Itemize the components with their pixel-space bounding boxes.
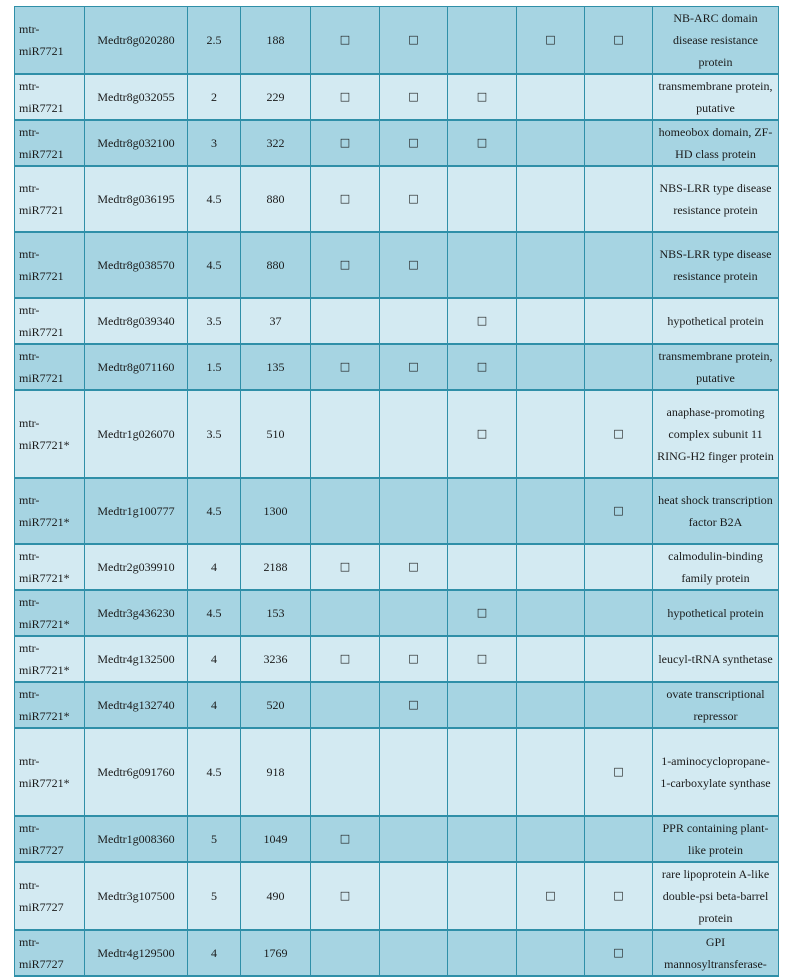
cell-mirna: mtr-miR7721 <box>15 7 85 75</box>
cell-score: 4.5 <box>188 728 241 816</box>
table-row <box>15 728 779 816</box>
cell-gene-id: Medtr8g039340 <box>85 298 188 344</box>
cell-description: hypothetical protein <box>653 298 779 344</box>
cell-position: 490 <box>241 862 311 930</box>
cell-mark-3: □ <box>448 120 517 166</box>
cell-description: GPI mannosyltransferase- <box>653 930 779 976</box>
cell-mirna: mtr-miR7727 <box>15 930 85 976</box>
cell-gene-id: Medtr8g020280 <box>85 7 188 75</box>
cell-description: heat shock transcription factor B2A <box>653 478 779 544</box>
cell-gene-id: Medtr4g129500 <box>85 930 188 976</box>
cell-mark-1: □ <box>311 344 380 390</box>
cell-mark-1 <box>311 390 380 478</box>
cell-gene-id: Medtr8g071160 <box>85 344 188 390</box>
table-row <box>15 478 779 544</box>
cell-mirna: mtr-miR7721 <box>15 232 85 298</box>
cell-position: 37 <box>241 298 311 344</box>
cell-gene-id: Medtr4g132740 <box>85 682 188 728</box>
cell-mark-1 <box>311 682 380 728</box>
cell-score: 1.5 <box>188 344 241 390</box>
cell-mark-5 <box>585 298 653 344</box>
cell-score: 4 <box>188 682 241 728</box>
cell-mark-2: □ <box>380 7 448 75</box>
cell-description: NBS-LRR type disease resistance protein <box>653 232 779 298</box>
cell-mark-3 <box>448 478 517 544</box>
cell-score: 3.5 <box>188 390 241 478</box>
cell-mirna: mtr-miR7727 <box>15 816 85 862</box>
cell-description: ovate transcriptional repressor <box>653 682 779 728</box>
cell-mirna: mtr-miR7721 <box>15 74 85 120</box>
cell-mark-4 <box>517 74 585 120</box>
cell-mirna: mtr-miR7721 <box>15 298 85 344</box>
cell-mark-3 <box>448 7 517 75</box>
cell-mark-3: □ <box>448 390 517 478</box>
cell-mark-5 <box>585 816 653 862</box>
cell-position: 3236 <box>241 636 311 682</box>
cell-score: 3.5 <box>188 298 241 344</box>
cell-mark-5 <box>585 344 653 390</box>
cell-mark-5 <box>585 74 653 120</box>
table-row <box>15 7 779 75</box>
cell-score: 4 <box>188 930 241 976</box>
cell-gene-id: Medtr4g132500 <box>85 636 188 682</box>
table-row <box>15 862 779 930</box>
table-row <box>15 298 779 344</box>
cell-mark-2 <box>380 390 448 478</box>
cell-mark-2 <box>380 728 448 816</box>
cell-mark-5 <box>585 636 653 682</box>
cell-mark-5: □ <box>585 728 653 816</box>
cell-mark-1 <box>311 930 380 976</box>
cell-mark-2 <box>380 862 448 930</box>
cell-position: 135 <box>241 344 311 390</box>
cell-mark-3: □ <box>448 298 517 344</box>
cell-gene-id: Medtr2g039910 <box>85 544 188 590</box>
cell-mark-3 <box>448 232 517 298</box>
cell-mark-4 <box>517 930 585 976</box>
cell-description: calmodulin-binding family protein <box>653 544 779 590</box>
cell-mark-5 <box>585 232 653 298</box>
cell-description: leucyl-tRNA synthetase <box>653 636 779 682</box>
cell-mark-1: □ <box>311 74 380 120</box>
cell-gene-id: Medtr3g436230 <box>85 590 188 636</box>
cell-score: 2.5 <box>188 7 241 75</box>
cell-gene-id: Medtr8g038570 <box>85 232 188 298</box>
table-row <box>15 636 779 682</box>
cell-gene-id: Medtr8g036195 <box>85 166 188 232</box>
cell-mark-2: □ <box>380 344 448 390</box>
cell-mark-4: □ <box>517 7 585 75</box>
cell-mark-5 <box>585 544 653 590</box>
cell-mirna: mtr-miR7721* <box>15 636 85 682</box>
cell-position: 322 <box>241 120 311 166</box>
cell-mark-3 <box>448 544 517 590</box>
cell-score: 4.5 <box>188 590 241 636</box>
cell-mirna: mtr-miR7721* <box>15 682 85 728</box>
table-row <box>15 390 779 478</box>
cell-position: 188 <box>241 7 311 75</box>
cell-mark-1 <box>311 728 380 816</box>
cell-mark-1: □ <box>311 862 380 930</box>
cell-mark-1 <box>311 298 380 344</box>
table-row <box>15 120 779 166</box>
cell-mark-4 <box>517 478 585 544</box>
cell-mark-1: □ <box>311 636 380 682</box>
cell-description: NBS-LRR type disease resistance protein <box>653 166 779 232</box>
cell-mark-1: □ <box>311 7 380 75</box>
cell-mark-3: □ <box>448 344 517 390</box>
cell-mark-3 <box>448 728 517 816</box>
cell-mirna: mtr-miR7721* <box>15 478 85 544</box>
cell-mark-5 <box>585 120 653 166</box>
table-row <box>15 930 779 976</box>
cell-mark-3 <box>448 166 517 232</box>
cell-mark-4 <box>517 544 585 590</box>
cell-mirna: mtr-miR7727 <box>15 862 85 930</box>
cell-gene-id: Medtr8g032055 <box>85 74 188 120</box>
cell-mark-4 <box>517 682 585 728</box>
table-row <box>15 816 779 862</box>
cell-mark-2 <box>380 816 448 862</box>
cell-score: 5 <box>188 862 241 930</box>
cell-mark-5: □ <box>585 478 653 544</box>
table-row <box>15 232 779 298</box>
cell-mark-1 <box>311 478 380 544</box>
cell-score: 5 <box>188 816 241 862</box>
cell-mark-1: □ <box>311 232 380 298</box>
table-row <box>15 682 779 728</box>
cell-position: 520 <box>241 682 311 728</box>
cell-mark-2: □ <box>380 120 448 166</box>
cell-mark-5: □ <box>585 862 653 930</box>
cell-position: 229 <box>241 74 311 120</box>
cell-mark-3: □ <box>448 590 517 636</box>
cell-score: 4 <box>188 636 241 682</box>
cell-position: 1769 <box>241 930 311 976</box>
cell-mark-4 <box>517 728 585 816</box>
cell-description: NB-ARC domain disease resistance protein <box>653 7 779 75</box>
cell-mark-3: □ <box>448 74 517 120</box>
table-row <box>15 544 779 590</box>
cell-mark-4 <box>517 590 585 636</box>
cell-position: 880 <box>241 232 311 298</box>
cell-mark-4 <box>517 166 585 232</box>
table-row <box>15 74 779 120</box>
cell-mark-5: □ <box>585 390 653 478</box>
cell-mark-4 <box>517 636 585 682</box>
cell-mark-1: □ <box>311 120 380 166</box>
cell-gene-id: Medtr6g091760 <box>85 728 188 816</box>
cell-mark-4 <box>517 390 585 478</box>
cell-mark-2: □ <box>380 74 448 120</box>
cell-score: 4.5 <box>188 166 241 232</box>
cell-mark-4 <box>517 344 585 390</box>
cell-mark-2: □ <box>380 544 448 590</box>
cell-mark-1: □ <box>311 544 380 590</box>
cell-mark-3: □ <box>448 636 517 682</box>
cell-mark-4: □ <box>517 862 585 930</box>
cell-score: 4.5 <box>188 478 241 544</box>
cell-mark-2 <box>380 298 448 344</box>
cell-mirna: mtr-miR7721* <box>15 728 85 816</box>
cell-gene-id: Medtr1g008360 <box>85 816 188 862</box>
table-body <box>15 7 779 977</box>
cell-mark-1 <box>311 590 380 636</box>
cell-gene-id: Medtr1g100777 <box>85 478 188 544</box>
cell-description: anaphase-promoting complex subunit 11 RING-H2 finger protein <box>653 390 779 478</box>
cell-mark-4 <box>517 120 585 166</box>
cell-mirna: mtr-miR7721* <box>15 590 85 636</box>
cell-mark-2: □ <box>380 166 448 232</box>
cell-mark-5: □ <box>585 930 653 976</box>
cell-score: 2 <box>188 74 241 120</box>
cell-position: 153 <box>241 590 311 636</box>
cell-mark-2: □ <box>380 682 448 728</box>
cell-description: 1-aminocyclopropane-1-carboxylate synthase <box>653 728 779 816</box>
cell-mirna: mtr-miR7721 <box>15 166 85 232</box>
cell-mark-5 <box>585 590 653 636</box>
cell-position: 2188 <box>241 544 311 590</box>
cell-mark-4 <box>517 232 585 298</box>
cell-mark-4 <box>517 816 585 862</box>
cell-mark-2: □ <box>380 232 448 298</box>
cell-position: 510 <box>241 390 311 478</box>
cell-score: 3 <box>188 120 241 166</box>
cell-score: 4.5 <box>188 232 241 298</box>
cell-mirna: mtr-miR7721* <box>15 544 85 590</box>
cell-description: transmembrane protein, putative <box>653 344 779 390</box>
cell-mark-5 <box>585 682 653 728</box>
cell-description: hypothetical protein <box>653 590 779 636</box>
cell-gene-id: Medtr1g026070 <box>85 390 188 478</box>
cell-mark-3 <box>448 816 517 862</box>
cell-mark-2 <box>380 930 448 976</box>
cell-mirna: mtr-miR7721* <box>15 390 85 478</box>
cell-mirna: mtr-miR7721 <box>15 120 85 166</box>
cell-mark-3 <box>448 930 517 976</box>
cell-score: 4 <box>188 544 241 590</box>
cell-description: rare lipoprotein A-like double-psi beta-barrel protein <box>653 862 779 930</box>
cell-position: 1049 <box>241 816 311 862</box>
cell-mark-1: □ <box>311 166 380 232</box>
cell-mirna: mtr-miR7721 <box>15 344 85 390</box>
cell-description: homeobox domain, ZF-HD class protein <box>653 120 779 166</box>
cell-description: PPR containing plant-like protein <box>653 816 779 862</box>
table-row <box>15 590 779 636</box>
cell-position: 918 <box>241 728 311 816</box>
cell-mark-4 <box>517 298 585 344</box>
cell-mark-2 <box>380 478 448 544</box>
cell-mark-2: □ <box>380 636 448 682</box>
cell-mark-1: □ <box>311 816 380 862</box>
cell-gene-id: Medtr8g032100 <box>85 120 188 166</box>
table-row <box>15 344 779 390</box>
cell-position: 1300 <box>241 478 311 544</box>
table-row <box>15 166 779 232</box>
cell-gene-id: Medtr3g107500 <box>85 862 188 930</box>
cell-mark-2 <box>380 590 448 636</box>
cell-position: 880 <box>241 166 311 232</box>
cell-mark-5 <box>585 166 653 232</box>
cell-mark-3 <box>448 862 517 930</box>
cell-mark-3 <box>448 682 517 728</box>
cell-description: transmembrane protein, putative <box>653 74 779 120</box>
data-table <box>14 6 779 977</box>
cell-mark-5: □ <box>585 7 653 75</box>
